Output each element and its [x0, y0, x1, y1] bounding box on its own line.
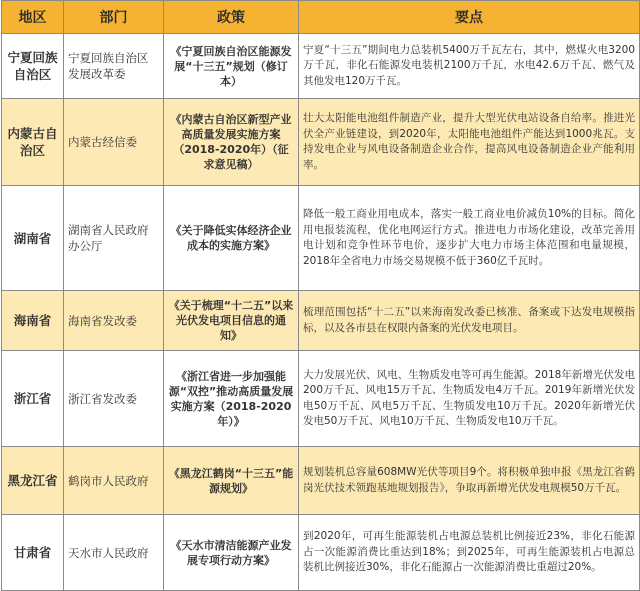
points-cell: 规划装机总容量608MW光伏等项目9个。将积极单独申报《黑龙江省鹤岗光伏技术领跑基地规划报告》，争取再新增光伏发电规模50万千瓦。 — [299, 447, 640, 515]
dept-cell: 湖南省人民政府办公厅 — [64, 186, 164, 291]
points-cell: 大力发展光伏、风电、生物质发电等可再生能源。2018年新增光伏发电200万千瓦、风电15万千瓦、生物质发电4万千瓦。2019年新增光伏发电50万千瓦、风电5万千瓦、生物质发电10万千瓦。2020年新增光伏发电50万千瓦、风电10万千瓦、生物质发电10万千瓦。 — [299, 351, 640, 447]
table-row — [2, 34, 640, 99]
header-points: 要点 — [299, 1, 640, 34]
points-cell: 到2020年，可再生能源装机占电源总装机比例接近23%，非化石能源占一次能源消费比重达到18%；到2025年，可再生能源装机占电源总装机比例接近30%，非化石能源占一次能源消费比重超过20%。 — [299, 515, 640, 591]
points-cell: 降低一般工商业用电成本，落实一般工商业电价减负10%的目标。简化用电报装流程，优化电网运行方式。推进电力市场化建设，改革完善用电计划和竞争性环节电价，逐步扩大电力市场主体范围和电量规模，2018年全省电力市场交易规模不低于360亿千瓦时。 — [299, 186, 640, 291]
policy-cell: 《宁夏回族自治区能源发展“十三五”规划（修订本） — [164, 34, 299, 99]
policy-cell: 《内蒙古自治区新型产业高质量发展实施方案（2018-2020年）（征求意见稿） — [164, 99, 299, 186]
points-cell: 宁夏“十三五”期间电力总装机5400万千瓦左右，其中，燃煤火电3200万千瓦，非化石能源发电装机2100万千瓦，水电42.6万千瓦、燃气及其他发电120万千瓦。 — [299, 34, 640, 99]
policy-cell: 《关于降低实体经济企业成本的实施方案》 — [164, 186, 299, 291]
region-cell: 黑龙江省 — [2, 447, 64, 515]
policy-cell: 《黑龙江鹤岗“十三五”能源规划》 — [164, 447, 299, 515]
dept-cell: 天水市人民政府 — [64, 515, 164, 591]
dept-cell: 鹤岗市人民政府 — [64, 447, 164, 515]
policy-cell: 《关于梳理“十二五”以来光伏发电项目信息的通知》 — [164, 291, 299, 351]
table-row — [2, 186, 640, 291]
points-cell: 壮大太阳能电池组件制造产业，提升大型光伏电站设备自给率。推进光伏全产业链建设，到2020年，太阳能电池组件产能达到1000兆瓦。支持发电企业与风电设备制造企业合作，提高风电设备制造企业产能利用率。 — [299, 99, 640, 186]
dept-cell: 海南省发改委 — [64, 291, 164, 351]
region-cell: 海南省 — [2, 291, 64, 351]
header-policy: 政策 — [164, 1, 299, 34]
table-row — [2, 99, 640, 186]
points-cell: 梳理范围包括“十二五”以来海南发改委已核准、备案或下达发电规模指标，以及各市县在权限内备案的光伏发电项目。 — [299, 291, 640, 351]
table-row — [2, 515, 640, 591]
table-row — [2, 291, 640, 351]
dept-cell: 宁夏回族自治区发展改革委 — [64, 34, 164, 99]
policy-cell: 《浙江省进一步加强能源“双控”推动高质量发展实施方案（2018-2020年）》 — [164, 351, 299, 447]
region-cell: 浙江省 — [2, 351, 64, 447]
dept-cell: 内蒙古经信委 — [64, 99, 164, 186]
region-cell: 湖南省 — [2, 186, 64, 291]
table-row — [2, 351, 640, 447]
region-cell: 宁夏回族自治区 — [2, 34, 64, 99]
dept-cell: 浙江省发改委 — [64, 351, 164, 447]
header-dept: 部门 — [64, 1, 164, 34]
table-row — [2, 447, 640, 515]
header-row — [2, 1, 640, 34]
header-region: 地区 — [2, 1, 64, 34]
policy-table — [1, 0, 640, 591]
region-cell: 甘肃省 — [2, 515, 64, 591]
policy-cell: 《天水市清洁能源产业发展专项行动方案》 — [164, 515, 299, 591]
region-cell: 内蒙古自治区 — [2, 99, 64, 186]
